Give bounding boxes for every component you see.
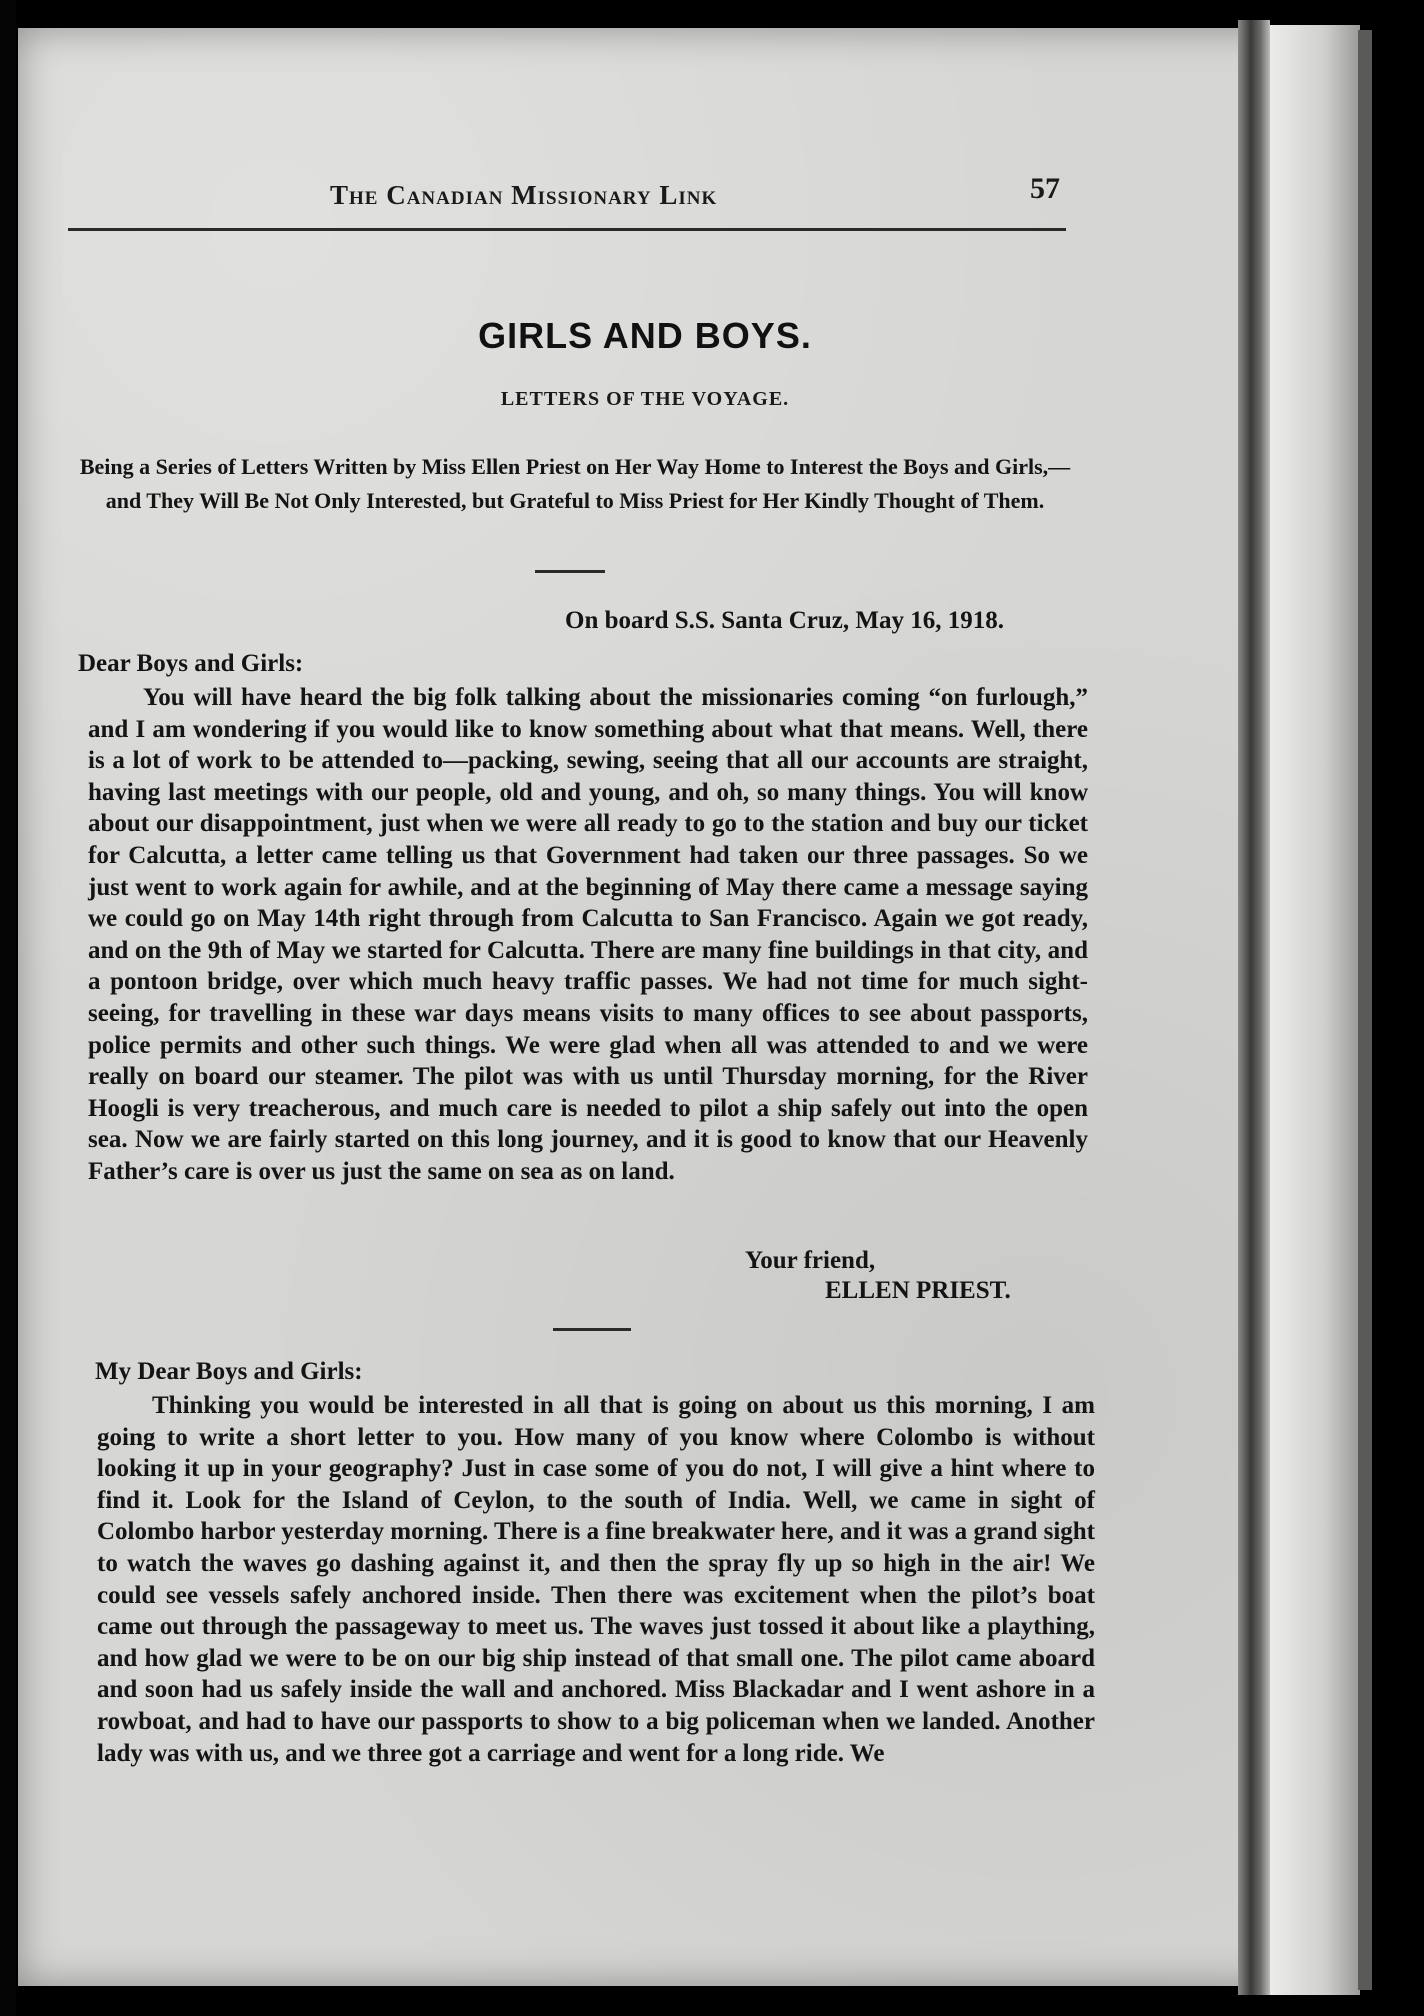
letter2-salutation: My Dear Boys and Girls:	[95, 1358, 363, 1385]
letter2-body	[97, 1390, 1095, 1769]
page-edge	[1270, 25, 1360, 1995]
divider-rule	[535, 570, 605, 573]
section-subtitle: LETTERS OF THE VOYAGE.	[500, 388, 790, 410]
letter1-salutation: Dear Boys and Girls:	[78, 650, 304, 677]
running-header: The Canadian Missionary Link	[330, 180, 718, 210]
header-rule	[68, 228, 1066, 231]
letter1-closing: Your friend,	[745, 1247, 876, 1274]
section-intro: Being a Series of Letters Written by Miss Ellen Priest on Her Way Home to Interest the Boys and Girls,—and They Will Be Not Only Interested, but Grateful to Miss Priest for Her Kindly Thought of Them.	[79, 454, 1071, 513]
divider-rule	[553, 1328, 631, 1331]
letter1-paragraph: You will have heard the big folk talking about the missionaries coming “on furlough,” and I am wondering if you would like to know something about what that means. Well, there is a lot of work to be attended to—packing, sewing, seeing that all our accounts are straight, having last meetings with our people, old and young, and oh, so many things. You will know about our disappointment, just when we were all ready to go to the station and buy our ticket for Calcutta, a letter came telling us that Government had taken our three passages. So we just went to work again for awhile, and at the beginning of May there came a message saying we could go on May 14th right through from Calcutta to San Francisco. Again we got ready, and on the 9th of May we started for Calcutta. There are many fine buildings in that city, and a pontoon bridge, over which much heavy traffic passes. We had not time for much sight-seeing, for travelling in these war days means visits to many offices to see about passports, police permits and other such things. We were glad when all was attended to and we were really on board our steamer. The pilot was with us until Thursday morning, for the River Hoogli is very treacherous, and much care is needed to pilot a ship safely out into the open sea. Now we are fairly started on this long journey, and it is good to know that our Heavenly Father’s care is over us just the same on sea as on land.	[88, 684, 1088, 1185]
page-number: 57	[1030, 172, 1060, 205]
letter1-signature: ELLEN PRIEST.	[825, 1277, 1011, 1304]
letter2-paragraph: Thinking you would be interested in all that is going on about us this morning, I am going to write a short letter to you. How many of you know where Colombo is without looking it up in your geography? Just in case some of you do not, I will give a hint where to find it. Look for the Island of Ceylon, to the south of India. Well, we came in sight of Colombo harbor yesterday morning. There is a fine breakwater here, and it was a grand sight to watch the waves go dashing against it, and then the spray fly up so high in the air! We could see vessels safely anchored inside. Then there was excitement when the pilot’s boat came out through the passageway to meet us. The waves just tossed it about like a plaything, and how glad we were to be on our big ship instead of that small one. The pilot came aboard and soon had us safely inside the wall and anchored. Miss Blackadar and I went ashore in a rowboat, and had to have our passports to show to a big policeman when we landed. Another lady was with us, and we three got a carriage and went for a long ride. We	[97, 1392, 1095, 1767]
letter1-body	[88, 682, 1088, 1188]
letter1-dateline: On board S.S. Santa Cruz, May 16, 1918.	[565, 607, 1004, 634]
section-title: GIRLS AND BOYS.	[478, 315, 812, 356]
page-edge-shadow	[1358, 30, 1372, 1990]
film-border-left	[0, 0, 16, 2016]
